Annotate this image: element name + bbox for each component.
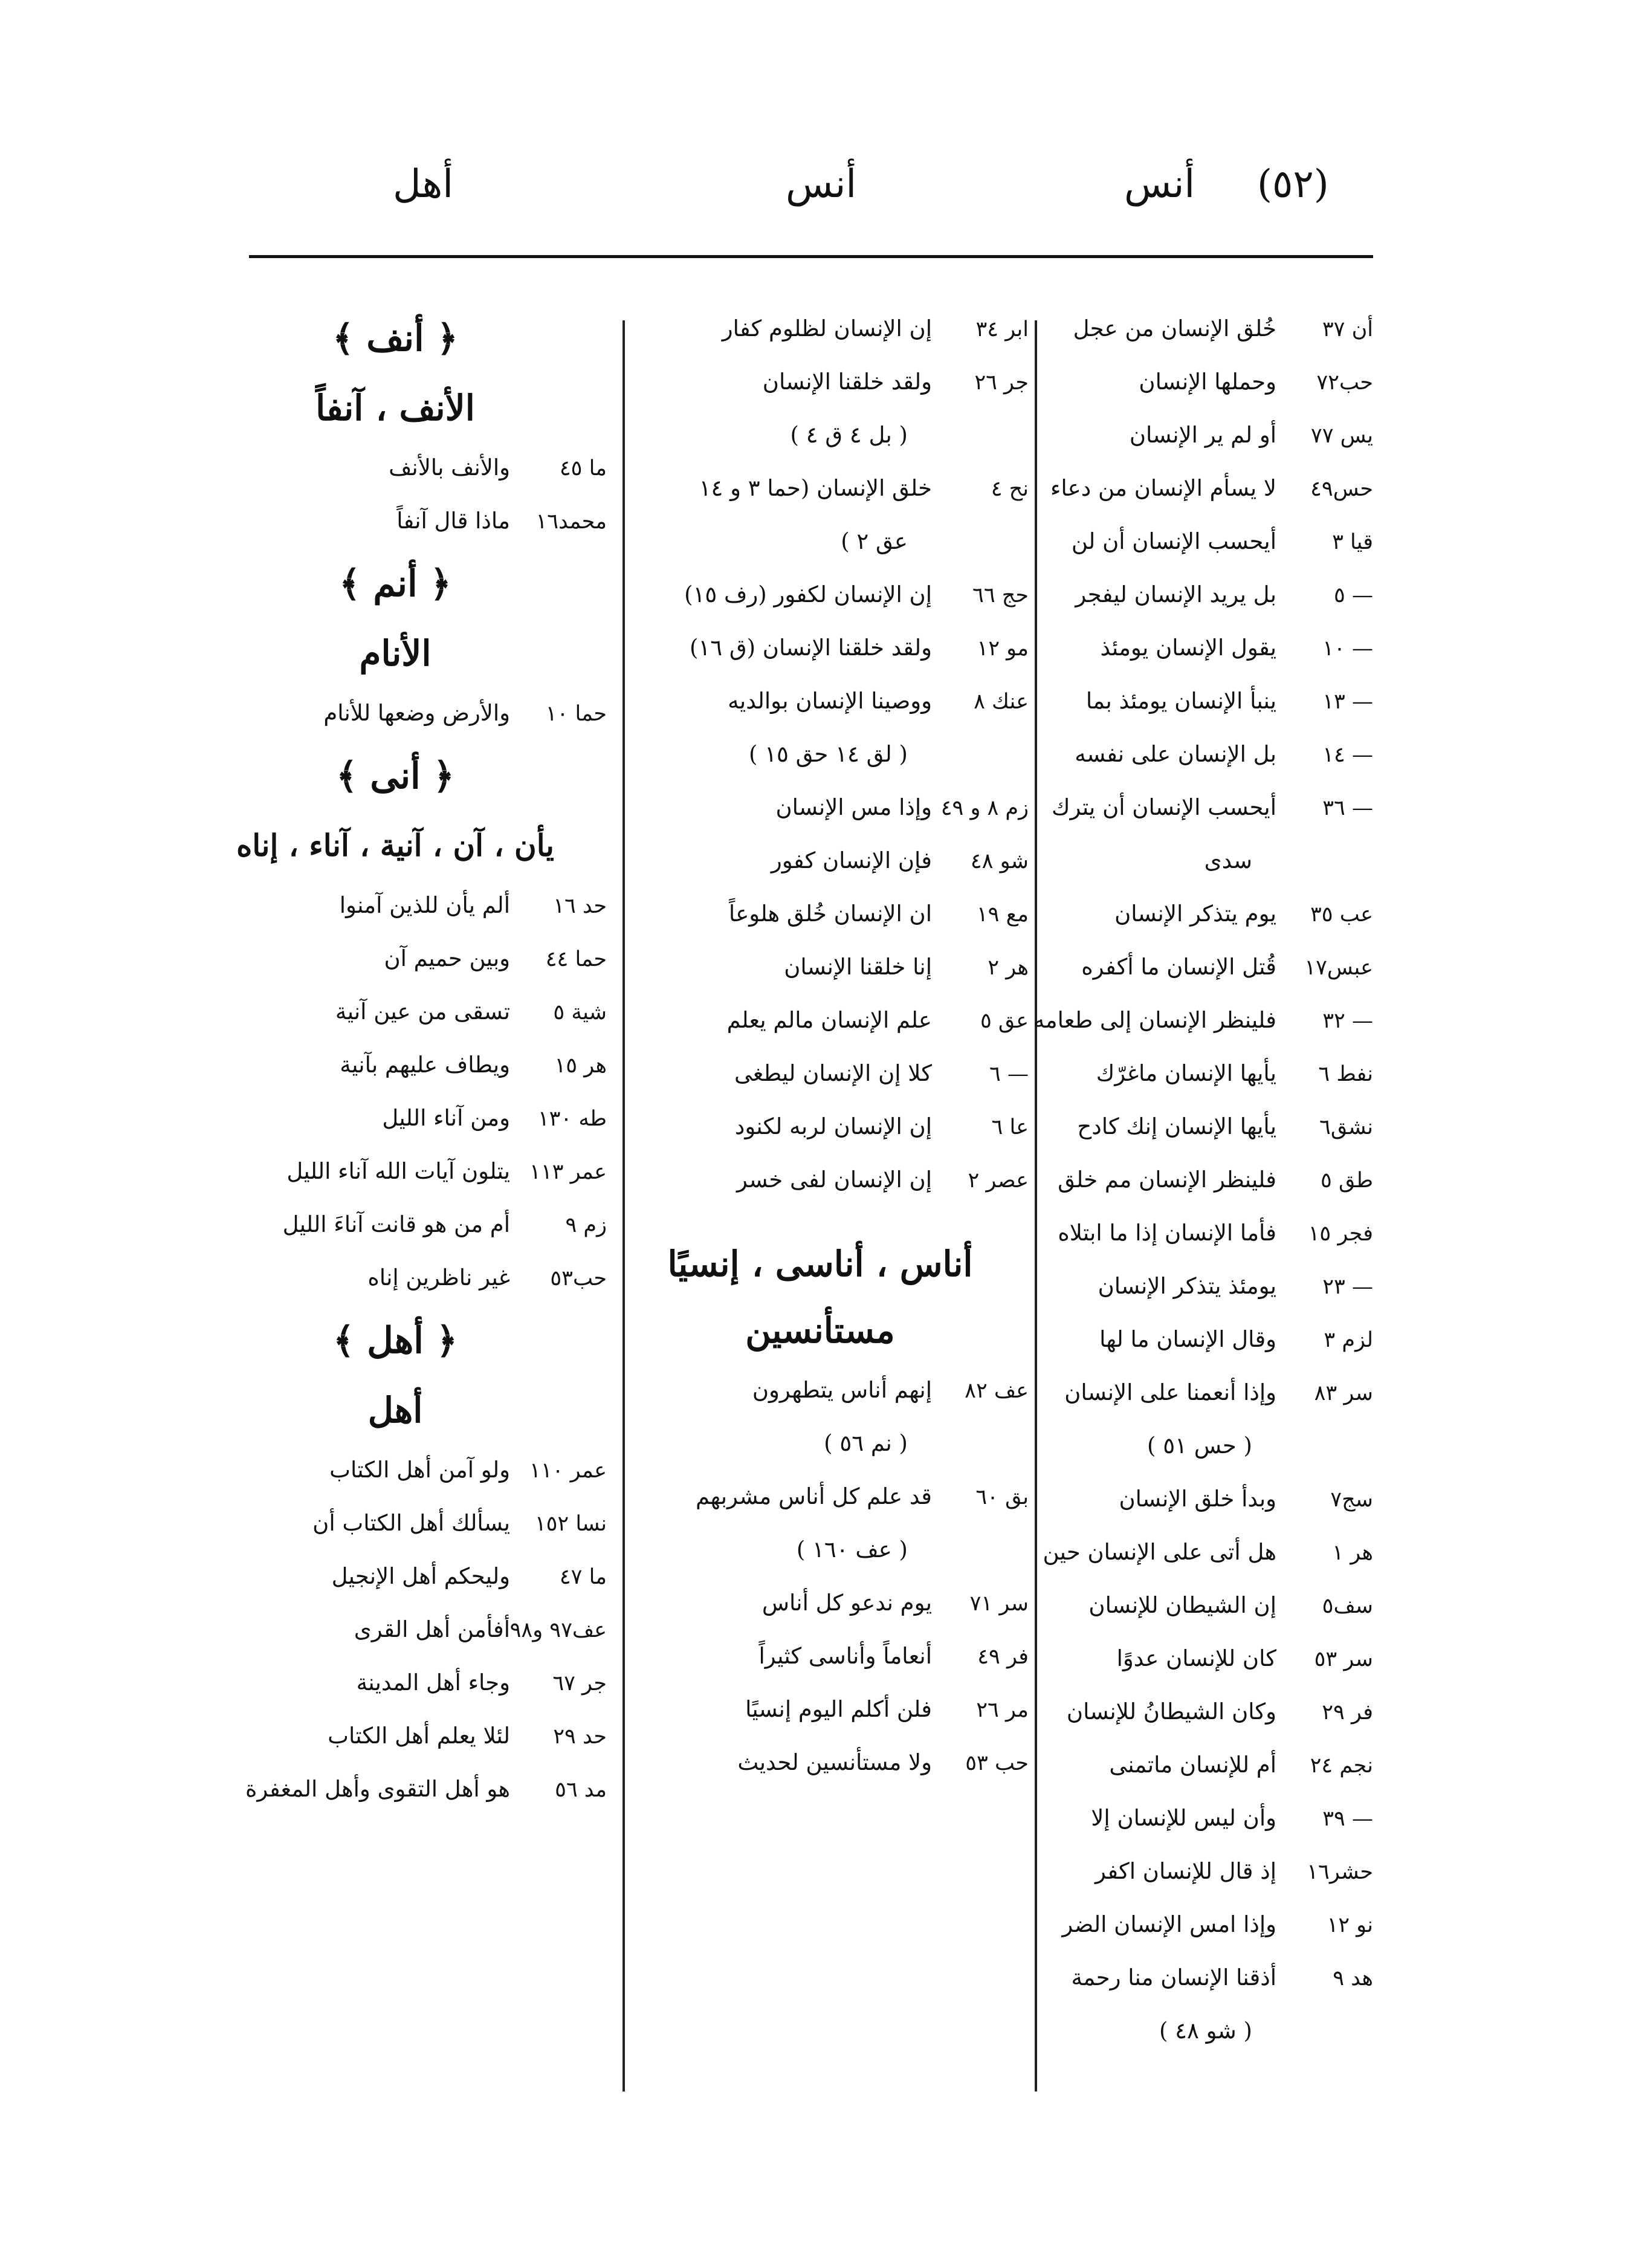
entry-text: ويطاف عليهم بآنية — [340, 1052, 510, 1078]
entry-text: ولقد خلقنا الإنسان — [762, 369, 932, 395]
entry-row — [998, 1951, 1373, 2004]
entry-reference: هد ٩ — [1333, 1966, 1373, 1991]
entry-text: ان الإنسان خُلق هلوعاً — [728, 901, 932, 927]
entry-row — [998, 675, 1373, 728]
entry-row — [184, 1038, 607, 1092]
entry-text: كان للإنسان عدوًا — [1116, 1645, 1276, 1671]
entry-text: لئلا يعلم أهل الكتاب — [328, 1723, 510, 1749]
entry-reference: زم ٨ و ٤٩ — [940, 796, 1029, 820]
entry-reference: عصر ٢ — [968, 1168, 1029, 1193]
entry-reference: طه ١٣٠ — [537, 1107, 607, 1131]
entry-reference: سف٥ — [1322, 1594, 1373, 1618]
entries-anf — [184, 441, 607, 548]
entry-reference: — ٣٩ — [1322, 1807, 1373, 1831]
entry-row — [998, 1898, 1373, 1951]
column-middle — [612, 302, 1029, 1789]
entry-text: يومئذ يتذكر الإنسان — [1098, 1273, 1276, 1299]
entry-row — [184, 1092, 607, 1145]
entry-reference: عا ٦ — [991, 1115, 1029, 1139]
entry-text: تسقى من عين آنية — [335, 999, 510, 1025]
entry-row — [612, 1364, 1029, 1417]
root-heading-ana: ﴿ أنى ﴾ — [336, 755, 454, 797]
header-word-left: أهل — [393, 162, 453, 207]
entry-text: إذ قال للإنسان اكفر — [1095, 1858, 1276, 1884]
entry-text: ومن آناء الليل — [382, 1105, 510, 1131]
entry-reference: محمد١٦ — [535, 510, 607, 534]
entry-reference: حما ١٠ — [545, 702, 607, 726]
entry-reference: — ٥ — [1334, 583, 1373, 608]
entry-row — [998, 568, 1373, 621]
entry-row — [998, 302, 1373, 355]
entry-reference: سر ٧١ — [969, 1592, 1029, 1616]
entry-text: قُتل الإنسان ما أكفره — [1081, 954, 1276, 980]
entry-row — [184, 1198, 607, 1251]
entry-row — [998, 1047, 1373, 1100]
entry-row — [184, 687, 607, 740]
entry-text: إن الإنسان لفى خسر — [737, 1167, 932, 1193]
entry-reference: عمر ١١٣ — [529, 1160, 607, 1184]
entry-reference: — ٣٦ — [1322, 796, 1373, 820]
entry-row — [612, 515, 1029, 568]
entry-row — [612, 1470, 1029, 1523]
entry-row — [612, 728, 1029, 781]
entry-row — [184, 1443, 607, 1497]
entry-reference: — ١٠ — [1322, 637, 1373, 661]
entry-reference: قيا ٣ — [1332, 530, 1373, 554]
entry-reference: عمر ١١٠ — [529, 1459, 607, 1483]
entry-text: سدى — [1204, 847, 1252, 873]
entry-reference: فجر ١٥ — [1308, 1222, 1373, 1246]
headword-anf: الأنف ، آنفاً — [315, 387, 475, 429]
entry-reference: يس ٧٧ — [1310, 424, 1373, 448]
entry-row — [998, 621, 1373, 675]
entry-reference: جر ٢٦ — [974, 371, 1029, 395]
entry-text: أفأمن أهل القرى — [354, 1616, 510, 1642]
header-word-middle: أنس — [786, 162, 857, 207]
entry-row — [998, 994, 1373, 1047]
entry-row — [998, 728, 1373, 781]
entry-reference: حس٤٩ — [1310, 477, 1373, 501]
entry-row — [184, 985, 607, 1038]
entry-row — [998, 1313, 1373, 1366]
entry-text: ( شو ٤٨ ) — [1159, 2018, 1252, 2044]
entry-row — [612, 568, 1029, 621]
entry-reference: — ١٤ — [1322, 743, 1373, 767]
entry-reference: فر ٢٩ — [1322, 1700, 1373, 1725]
headword-ahl: أهل — [367, 1390, 423, 1431]
entry-reference: ما ٤٥ — [559, 456, 607, 481]
entry-text: أم من هو قانت آناءَ الليل — [282, 1211, 510, 1237]
entry-reference: جر ٦٧ — [552, 1671, 607, 1696]
entry-text: أذقنا الإنسان منا رحمة — [1071, 1965, 1276, 1991]
entries-ahl — [184, 1443, 607, 1816]
entry-text: ألم يأن للذين آمنوا — [339, 892, 510, 918]
page-number: (٥٢) — [1257, 162, 1329, 207]
entry-text: إن الشيطان للإنسان — [1088, 1592, 1276, 1618]
entry-reference: سج٧ — [1330, 1488, 1373, 1512]
entry-row — [998, 462, 1373, 515]
entry-text: وإذا مس الإنسان — [775, 794, 932, 820]
entry-reference: شية ٥ — [553, 1000, 607, 1025]
entry-reference: — ٢٣ — [1322, 1275, 1373, 1299]
entry-reference: هر ١٥ — [554, 1054, 607, 1078]
entry-reference: مو ١٢ — [977, 637, 1029, 661]
entry-row — [184, 1709, 607, 1763]
entry-text: إن الإنسان لظلوم كفار — [722, 316, 932, 342]
entry-reference: نشق٦ — [1319, 1115, 1373, 1139]
entry-row — [998, 409, 1373, 462]
entry-text: وليحكم أهل الإنجيل — [331, 1563, 510, 1589]
entry-row — [998, 1685, 1373, 1738]
entry-reference: حب ٥٣ — [965, 1751, 1029, 1775]
entry-text: ولقد خلقنا الإنسان (ق ١٦) — [689, 635, 932, 661]
entry-row — [612, 302, 1029, 355]
entry-text: وحملها الإنسان — [1139, 369, 1276, 395]
entry-row — [184, 1550, 607, 1603]
entry-reference: عق ٥ — [980, 1009, 1029, 1033]
entry-row — [998, 355, 1373, 409]
entry-reference: ابر ٣٤ — [975, 317, 1029, 342]
entry-row — [998, 1153, 1373, 1207]
entry-text: فإن الإنسان كفور — [771, 847, 932, 873]
entry-reference: عف ٨٢ — [965, 1379, 1029, 1403]
entry-reference: نو ١٢ — [1327, 1913, 1373, 1937]
entry-row — [998, 1579, 1373, 1632]
entry-row — [612, 941, 1029, 994]
entry-row — [612, 1523, 1029, 1576]
entry-reference: نفط ٦ — [1318, 1062, 1373, 1086]
entry-row — [612, 409, 1029, 462]
entry-text: وقال الإنسان ما لها — [1099, 1326, 1276, 1352]
entry-reference: زم ٩ — [565, 1213, 607, 1237]
entry-text: أنعاماً وأناسى كثيراً — [758, 1643, 932, 1669]
entry-text: أيحسب الإنسان أن يترك — [1051, 794, 1276, 820]
entry-text: يأيها الإنسان ماغرّك — [1096, 1060, 1276, 1086]
entry-row — [184, 1656, 607, 1709]
entry-row — [612, 1576, 1029, 1630]
entry-text: فلينظر الإنسان إلى طعامه — [1033, 1007, 1276, 1033]
entry-reference: عبس١٧ — [1304, 956, 1373, 980]
entry-reference: أن ٣٧ — [1322, 317, 1373, 342]
entry-text: وأن ليس للإنسان إلا — [1091, 1805, 1276, 1831]
entry-row — [998, 515, 1373, 568]
entry-row — [612, 887, 1029, 941]
entry-row — [998, 941, 1373, 994]
entry-row — [612, 621, 1029, 675]
root-heading-ahl: ﴿ أهل ﴾ — [333, 1320, 458, 1362]
middle-headword-1: أناس ، أناسى ، إنسيًا — [667, 1243, 973, 1285]
entry-reference: نجم ٢٤ — [1310, 1754, 1373, 1778]
entry-reference: — ٣٢ — [1322, 1009, 1373, 1033]
entry-row — [184, 1497, 607, 1550]
entry-reference: هر ١ — [1332, 1541, 1373, 1565]
entry-text: يتلون آيات الله آناء الليل — [286, 1158, 510, 1184]
entry-text: إنهم أناس يتطهرون — [752, 1377, 932, 1403]
entries-ana — [184, 879, 607, 1304]
entry-text: إن الإنسان لربه لكنود — [734, 1113, 932, 1139]
entry-reference: سر ٥٣ — [1314, 1647, 1373, 1671]
entry-reference: مع ١٩ — [976, 902, 1029, 927]
entry-reference: عنك ٨ — [974, 690, 1029, 714]
entry-row — [998, 1366, 1373, 1419]
entry-row — [612, 1153, 1029, 1207]
entry-text: ولا مستأنسين لحديث — [737, 1749, 932, 1775]
entry-reference: نسا ١٥٢ — [534, 1512, 607, 1536]
entry-text: وإذا أنعمنا على الإنسان — [1064, 1379, 1276, 1405]
entry-text: ( بل ٤ ق ٤ ) — [790, 422, 908, 448]
entry-reference: ما ٤٧ — [559, 1565, 607, 1589]
entry-row — [998, 1845, 1373, 1898]
entry-text: ( نم ٥٦ ) — [824, 1430, 908, 1456]
entry-text: ماذا قال آنفاً — [396, 508, 510, 534]
entry-row — [998, 1100, 1373, 1153]
headword-ya-an: يأن ، آن ، آنية ، آناء ، إناه — [236, 828, 554, 863]
entry-text: أو لم ير الإنسان — [1129, 422, 1276, 448]
entry-text: بل الإنسان على نفسه — [1075, 741, 1276, 767]
entries-anam — [184, 687, 607, 740]
entry-row — [998, 1632, 1373, 1685]
entry-row — [184, 1603, 607, 1656]
root-heading-anf: ﴿ أنف ﴾ — [332, 317, 458, 360]
entry-text: قد علم كل أناس مشربهم — [696, 1483, 932, 1509]
entry-row — [998, 1526, 1373, 1579]
root-heading-anm: ﴿ أنم ﴾ — [339, 563, 451, 605]
entry-row — [998, 781, 1373, 834]
entry-text: إنا خلقنا الإنسان — [784, 954, 932, 980]
entry-text: وبين حميم آن — [384, 945, 510, 971]
entry-text: علم الإنسان مالم يعلم — [726, 1007, 932, 1033]
entry-row — [998, 2004, 1373, 2058]
entry-row — [998, 1473, 1373, 1526]
entry-row — [184, 1763, 607, 1816]
entry-text: ووصينا الإنسان بوالديه — [728, 688, 932, 714]
entry-reference: مر ٢٦ — [976, 1698, 1029, 1722]
entry-reference: بق ٦٠ — [975, 1485, 1029, 1509]
entry-text: والأرض وضعها للأنام — [323, 700, 510, 726]
entry-row — [612, 781, 1029, 834]
headword-anam: الأنام — [359, 633, 432, 674]
entry-row — [612, 1630, 1029, 1683]
entry-row — [998, 834, 1373, 887]
entry-row — [612, 675, 1029, 728]
entry-text: غير ناظرين إناه — [367, 1265, 510, 1291]
entry-text: كلا إن الإنسان ليطغى — [734, 1060, 932, 1086]
column-left — [184, 302, 607, 1816]
entry-reference: لزم ٣ — [1324, 1328, 1373, 1352]
entry-text: أيحسب الإنسان أن لن — [1071, 528, 1276, 554]
entry-text: يأيها الإنسان إنك كادح — [1077, 1113, 1276, 1139]
entry-row — [612, 1736, 1029, 1789]
entry-reference: حما ٤٤ — [545, 947, 607, 971]
entry-row — [184, 1145, 607, 1198]
middle-entries-a — [612, 302, 1029, 1207]
header-word-right: أنس — [1124, 162, 1195, 207]
entry-reference: سر ٨٣ — [1314, 1381, 1373, 1405]
entry-text: ينبأ الإنسان يومئذ بما — [1085, 688, 1276, 714]
entry-reference: — ١٣ — [1322, 690, 1373, 714]
entry-reference: عب ٣٥ — [1310, 902, 1373, 927]
entry-text: بل يريد الإنسان ليفجر — [1075, 582, 1276, 608]
middle-entries-b — [612, 1364, 1029, 1789]
entry-reference: حج ٦٦ — [972, 583, 1029, 608]
entry-reference: فر ٤٩ — [977, 1645, 1029, 1669]
entry-reference: حد ٢٩ — [553, 1725, 607, 1749]
entry-row — [998, 887, 1373, 941]
entry-row — [612, 462, 1029, 515]
entry-row — [612, 994, 1029, 1047]
entry-row — [184, 494, 607, 548]
entry-row — [612, 1417, 1029, 1470]
entry-text: ( لق ١٤ حق ١٥ ) — [748, 741, 908, 767]
entry-reference: حب٧٢ — [1316, 371, 1373, 395]
entry-text: عق ٢ ) — [841, 528, 908, 554]
entry-row — [612, 1100, 1029, 1153]
entry-row — [184, 879, 607, 932]
entry-row — [612, 834, 1029, 887]
entry-row — [612, 355, 1029, 409]
entry-text: فلن أكلم اليوم إنسيًا — [745, 1696, 932, 1722]
entry-text: خُلق الإنسان من عجل — [1073, 316, 1276, 342]
entry-row — [998, 1260, 1373, 1313]
entry-reference: طق ٥ — [1321, 1168, 1373, 1193]
entry-text: لا يسأم الإنسان من دعاء — [1050, 475, 1276, 501]
column-right — [998, 302, 1373, 2058]
entry-text: فلينظر الإنسان مم خلق — [1058, 1167, 1276, 1193]
entry-reference: شو ٤٨ — [970, 849, 1029, 873]
entry-row — [998, 1738, 1373, 1792]
entry-row — [612, 1683, 1029, 1736]
entry-text: أم للإنسان ماتمنى — [1109, 1752, 1276, 1778]
entry-text: وإذا امس الإنسان الضر — [1062, 1911, 1276, 1937]
entry-row — [184, 441, 607, 494]
entry-text: يقول الإنسان يومئذ — [1100, 635, 1276, 661]
entry-reference: نح ٤ — [991, 477, 1029, 501]
entry-row — [184, 1251, 607, 1304]
entry-row — [998, 1207, 1373, 1260]
entry-text: وبدأ خلق الإنسان — [1119, 1486, 1276, 1512]
entry-text: هل أتى على الإنسان حين — [1043, 1539, 1276, 1565]
entry-text: يسألك أهل الكتاب أن — [312, 1510, 510, 1536]
entry-text: خلق الإنسان (حما ٣ و ١٤ — [699, 475, 932, 501]
header-rule — [249, 255, 1373, 258]
entry-text: يوم ندعو كل أناس — [762, 1590, 932, 1616]
entry-text: وكان الشيطانُ للإنسان — [1066, 1699, 1276, 1725]
middle-headword-2: مستأنسين — [745, 1310, 895, 1351]
entry-row — [184, 932, 607, 985]
entry-text: فأما الإنسان إذا ما ابتلاه — [1058, 1220, 1276, 1246]
entry-row — [612, 1047, 1029, 1100]
entry-reference: حد ١٦ — [553, 894, 607, 918]
entry-reference: — ٦ — [989, 1062, 1029, 1086]
entry-row — [998, 1792, 1373, 1845]
entry-reference: هر ٢ — [988, 956, 1029, 980]
entry-reference: حب٥٣ — [550, 1266, 607, 1291]
entry-text: وجاء أهل المدينة — [356, 1670, 510, 1696]
entry-text: ( حس ٥١ ) — [1147, 1433, 1252, 1459]
entry-reference: مد ٥٦ — [555, 1778, 607, 1802]
entry-text: ولو آمن أهل الكتاب — [329, 1457, 510, 1483]
entry-row — [998, 1419, 1373, 1473]
entry-reference: عف٩٧ و٩٨ — [509, 1618, 607, 1642]
entry-text: يوم يتذكر الإنسان — [1114, 901, 1276, 927]
entry-text: هو أهل التقوى وأهل المغفرة — [245, 1776, 510, 1802]
entry-text: ( عف ١٦٠ ) — [796, 1537, 908, 1563]
entry-reference: حشر١٦ — [1307, 1860, 1373, 1884]
entry-text: إن الإنسان لكفور (رف ١٥) — [684, 582, 932, 608]
entry-text: والأنف بالأنف — [389, 455, 510, 481]
